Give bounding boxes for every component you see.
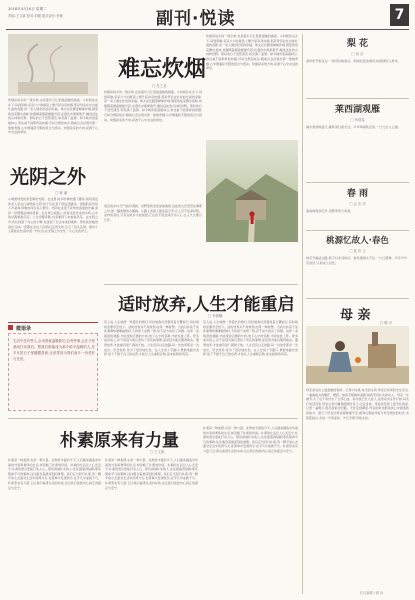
poem-block-3: [306, 186, 409, 228]
poem-author-3: □ 孟 宪 清: [349, 202, 366, 206]
poem-block-2: [306, 102, 409, 180]
light-article-text: 小城最珍贵的是安静的光阴。在这里,时间仿佛放慢了脚步,街巷深处的老人坐在门前晒着太阳,孩子们在巷子里追逐嬉戏。清晨的菜市场人声鼎沸,傍晚的河边有人垂钓。光阴在这里不是匆匆流逝的沙漏,而是一杯慢慢品味的清茶。走在青石板路上,听着远处传来的鸟鸣,心中的浮躁渐渐沉淀。人生需要奔跑,也需要停下来看看风景。在光阴之外,我们找到了内心的宁静,也找到了生活本来的模样。那些被忽略的美好,其实一直都在身边,只是我们走得太快,忘记了回头张望。愿每个人都能在忙碌中留一份从容,在光阴之外守住一片心灵的净土。: [8, 197, 98, 234]
smoke-illustration: [8, 34, 98, 96]
lead-article-text-col2: 炊烟是故乡的一缕乡愁,也是童年记忆里最温暖的画面。小时候住在乡下,每到傍晚,家家户户的屋顶上便升起袅袅炊烟,那是母亲在灶台前忙碌的身影,是一家人围坐吃饭的幸福。柴火在灶膛里噼啪作响,锅里的饭菜飘出香味,炊烟顺着烟囱缓缓升起,在暮色中渐渐散开,融进远处的山林和田野。那时的日子虽然清苦,却充满了温情。如今城市里高楼林立,再也看不到那样的炊烟,可每当想起故乡,眼前总会浮现出那一缕缕青烟,心中便涌起无限的思念与感动。炊烟是家的方向,是游子心中永远的牵挂。: [206, 34, 298, 71]
poem-author-2: □ 杨德春: [350, 118, 365, 122]
mother-cooking-scene: [306, 326, 409, 384]
simple-article-text-col2: 朴素是一种美德,也是一种力量。在物质丰富的今天,人们越来越追求华丽的外表和奢侈的生活,却忽略了朴素的价值。朴素的生活让人心灵安宁,朴素的语言更能打动人心。那些真诚朴实的人,往往最值得信赖;那些简单平凡的事物,往往蕴含着最深刻的道理。我们应当回归朴素,用一颗平常心去面对生活中的得与失,在简单中发现快乐,在平凡中成就不凡。朴素原来有力量,它让我们看清生活的本质,也让我们找到内心真正的富足与安宁。: [105, 458, 198, 490]
poem-divider-1: [306, 98, 409, 99]
village-scene: [206, 140, 298, 242]
lead-article-text-col1: 炊烟是故乡的一缕乡愁,也是童年记忆里最温暖的画面。小时候住在乡下,每到傍晚,家家户户的屋顶上便升起袅袅炊烟,那是母亲在灶台前忙碌的身影,是一家人围坐吃饭的幸福。柴火在灶膛里噼啪作响,锅里的饭菜飘出香味,炊烟顺着烟囱缓缓升起,在暮色中渐渐散开,融进远处的山林和田野。那时的日子虽然清苦,却充满了温情。如今城市里高楼林立,再也看不到那样的炊烟,可每当想起故乡,眼前总会浮现出那一缕缕青烟,心中便涌起无限的思念与感动。炊烟是家的方向,是游子心中永远的牵挂。: [104, 90, 202, 122]
poem-block-1: [306, 36, 409, 96]
right-column-divider: [302, 34, 303, 594]
lead-article-left-text: 炊烟是故乡的一缕乡愁,也是童年记忆里最温暖的画面。小时候住在乡下,每到傍晚,家家户户的屋顶上便升起袅袅炊烟,那是母亲在灶台前忙碌的身影,是一家人围坐吃饭的幸福。柴火在灶膛里噼啪作响,锅里的饭菜飘出香味,炊烟顺着烟囱缓缓升起,在暮色中渐渐散开,融进远处的山林和田野。那时的日子虽然清苦,却充满了温情。如今城市里高楼林立,再也看不到那样的炊烟,可每当想起故乡,眼前总会浮现出那一缕缕青烟,心中便涌起无限的思念与感动。炊烟是家的方向,是游子心中永远的牵挂。: [8, 98, 98, 135]
poem-divider-2: [306, 182, 409, 183]
page-number-badge: [390, 4, 409, 26]
poem-author-1: □ 薛 治: [351, 52, 364, 56]
photo-column-text: 雨后的乡村,空气格外清新。田野里的麦苗绿油油的,远处的山峦笼罩在薄雾之中,像一幅淡雅的水墨画。小路上的泥土散发着芬芳,让人忍不住深呼吸。这样的景色,只有在故乡才能看到,它总在不经意间打动人心,让人久久难以忘怀。: [104, 204, 202, 222]
simple-article-author: □ 王文斌: [150, 450, 165, 454]
page-number: 7: [394, 7, 405, 23]
mother-article-text: 母亲是这世上最温暖的称呼。记得小时候,每当我生病,母亲总是彻夜守在床边,一遍遍地为我擦汗、喂药。她的手粗糙却温暖,她的笑容朴实却动人。母亲一生操劳,为了这个家付出了全部心血。如今我已长大成人,远离家乡在外打拼,每次打电话回家,母亲总是叮嘱我照顾好自己,注意身体。母爱是世界上最无私的爱,它像一盏明灯,照亮我前行的路。无论走到哪里,母亲的牵挂都是我心中最柔软的地方。愿天下所有的母亲都健康平安,愿我们都能珍惜与母亲相处的时光,多陪陪她们,多说一声我爱你。岁月无情,母爱永恒。: [306, 388, 409, 420]
letgo-article-title: 适时放弃,人生才能重启: [118, 295, 295, 315]
poem-title-4: 桃源忆故人·春色: [326, 236, 389, 246]
poem-divider-4: [306, 298, 409, 299]
editor-credits: 责编:王文斌 校对:刘媛 版式设计:李敏: [8, 14, 63, 18]
mother-article-title: 母 亲: [340, 308, 371, 323]
weiyu-marker-icon: [8, 325, 13, 330]
mother-article-author: □ 陈 平: [380, 321, 393, 325]
weiyu-text: 生活中总有些人,会用善意温暖我们;总有些事,会在不经意间打动我们。愿我们都能成为那个给予温暖的人,在平凡的日子里播撒善意,让世界因为我们而多一份美好与光亮。: [13, 339, 95, 361]
poem-author-4: □ 蓝 田 玉: [349, 249, 366, 253]
simple-article-text-col1: 朴素是一种美德,也是一种力量。在物质丰富的今天,人们越来越追求华丽的外表和奢侈的生活,却忽略了朴素的价值。朴素的生活让人心灵安宁,朴素的语言更能打动人心。那些真诚朴实的人,往往最值得信赖;那些简单平凡的事物,往往蕴含着最深刻的道理。我们应当回归朴素,用一颗平常心去面对生活中的得与失,在简单中发现快乐,在平凡中成就不凡。朴素原来有力量,它让我们看清生活的本质,也让我们找到内心真正的富足与安宁。: [8, 458, 101, 490]
lead-article-author: □ 苏之尧: [152, 84, 167, 88]
weiyu-box: [8, 333, 98, 411]
weiyu-label: 微语录: [16, 325, 32, 332]
poem-block-4: [306, 234, 409, 294]
light-article-title: 光阴之外: [10, 166, 87, 188]
issue-date: 2018年4月16日 星期二: [8, 7, 47, 11]
masthead: [6, 4, 409, 28]
poem-body-2: 湖水清清映蓝天,雁阵南归掠水边。声声鸣唱秋意浓,一行行去入云烟。: [306, 125, 401, 129]
poem-title-3: 春 雨: [346, 189, 369, 199]
simple-article-text-col3: 朴素是一种美德,也是一种力量。在物质丰富的今天,人们越来越追求华丽的外表和奢侈的生活,却忽略了朴素的价值。朴素的生活让人心灵安宁,朴素的语言更能打动人心。那些真诚朴实的人,往往最值得信赖;那些简单平凡的事物,往往蕴含着最深刻的道理。我们应当回归朴素,用一颗平常心去面对生活中的得与失,在简单中发现快乐,在平凡中成就不凡。朴素原来有力量,它让我们看清生活的本质,也让我们找到内心真正的富足与安宁。: [203, 426, 298, 453]
lead-top-photo: [8, 34, 98, 96]
letgo-article-text-col1: 有人说,人生就像一场漫长的旅行,有时候我们需要背着行囊前行,有时候则需要学会放下。适时放弃并不是软弱,而是一种智慧。当我们执着于某件事情却屡屡碰壁时,不妨停下来想一想,是不是方向出了问题。放弃一条错误的道路,才能找到正确的方向;放下心中的包袱,才能轻装上阵。很多成功的人,并不是因为他们坚持了所有的事情,而是因为他们懂得取舍。懂得放弃,才能拥有更广阔的天地。人生没有白走的路,每一次放弃都是一次成长。学会放弃,是为了更好地出发。在人生的十字路口,勇敢地做出选择,放下不属于自己的东西,才能让人生重新启航,迎来崭新的风景。: [104, 320, 199, 357]
lead-article-title: 难忘炊烟: [118, 57, 207, 82]
letgo-article-author: □ 李晨曦: [208, 314, 223, 318]
section-title: 副刊·悦读: [156, 9, 236, 29]
poem-title-2: 莱西湖观雁: [334, 105, 380, 115]
bottom-divider: [8, 418, 298, 419]
center-divider: [104, 284, 298, 285]
column-editor-note: 栏目编辑 / 薛 治: [360, 591, 384, 595]
letgo-article-text-col2: 有人说,人生就像一场漫长的旅行,有时候我们需要背着行囊前行,有时候则需要学会放下。适时放弃并不是软弱,而是一种智慧。当我们执着于某件事情却屡屡碰壁时,不妨停下来想一想,是不是方向出了问题。放弃一条错误的道路,才能找到正确的方向;放下心中的包袱,才能轻装上阵。很多成功的人,并不是因为他们坚持了所有的事情,而是因为他们懂得取舍。懂得放弃,才能拥有更广阔的天地。人生没有白走的路,每一次放弃都是一次成长。学会放弃,是为了更好地出发。在人生的十字路口,勇敢地做出选择,放下不属于自己的东西,才能让人生重新启航,迎来崭新的风景。: [203, 320, 298, 357]
poem-body-4: 桃花开遍溪边路,燕子归来寻故处。春色满园关不住,一片红霞舞。年年岁岁花依旧,只是故人何处。: [306, 256, 407, 265]
poem-divider-3: [306, 230, 409, 231]
light-article-author: □ 林 溪: [55, 191, 68, 195]
simple-article-title: 朴素原来有力量: [60, 431, 179, 451]
weiyu-header: [8, 322, 98, 331]
rural-photo: [206, 140, 298, 242]
poem-body-1: 春风吹开梨花白,一树雪色映窗台。细雨轻落香满径,故园情思入梦来。: [306, 59, 401, 63]
poem-title-1: 梨 花: [346, 39, 369, 49]
masthead-rule: [6, 29, 409, 30]
mother-illustration: [306, 326, 409, 384]
poem-body-3: 春雨绵绵润无声,田野青青万象新。: [306, 209, 354, 213]
